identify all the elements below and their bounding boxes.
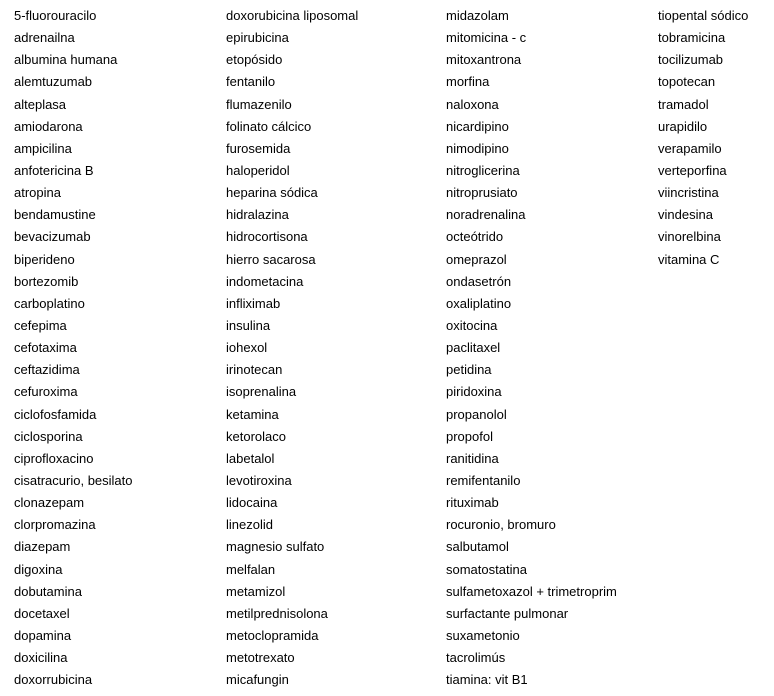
drug-item: folinato cálcico [226, 118, 312, 134]
drug-item: nimodipino [446, 140, 509, 156]
drug-item: 5-fluorouracilo [14, 8, 97, 23]
drug-item: propofol [446, 428, 493, 444]
drug-item: topotecan [658, 74, 716, 90]
drug-item: tobramicina [658, 30, 726, 46]
drug-item: carboplatino [14, 295, 85, 311]
drug-item: alteplasa [14, 96, 67, 112]
drug-item: midazolam [446, 8, 509, 23]
drug-item: somatostatina [446, 561, 527, 577]
drug-item: irinotecan [226, 362, 283, 378]
drug-item: vinorelbina [658, 229, 721, 245]
drug-item: dopamina [14, 627, 72, 643]
drug-item: atropina [14, 185, 61, 201]
drug-item: petidina [446, 362, 492, 378]
drug-item: furosemida [226, 140, 291, 156]
drug-item: cefuroxima [14, 384, 78, 400]
drug-item: omeprazol [446, 251, 507, 267]
drug-item: anfotericina B [14, 162, 94, 178]
drug-item: lidocaina [226, 495, 278, 511]
drug-item: alemtuzumab [14, 74, 93, 90]
drug-item: heparina sódica [226, 185, 318, 201]
drug-item: indometacina [226, 273, 304, 289]
drug-item: suxametonio [446, 627, 520, 643]
drug-item: doxorrubicina [14, 672, 93, 688]
drug-item: viincristina [658, 185, 719, 201]
drug-item: urapidilo [658, 118, 708, 134]
drug-item: tiopental sódico [658, 8, 749, 23]
drug-item: etopósido [226, 52, 283, 68]
drug-item: ciprofloxacino [14, 450, 94, 466]
drug-item: tocilizumab [658, 52, 724, 68]
drug-list [0, 6, 774, 696]
drug-item: mitomicina - c [446, 30, 527, 46]
drug-item: metilprednisolona [226, 605, 328, 621]
drug-item: digoxina [14, 561, 63, 577]
drug-item: naloxona [446, 96, 499, 112]
drug-item: verapamilo [658, 140, 722, 156]
drug-item: metamizol [226, 583, 286, 599]
drug-item: oxitocina [446, 317, 498, 333]
drug-item: rocuronio, bromuro [446, 517, 556, 533]
drug-item: vitamina C [658, 251, 720, 267]
drug-item: clonazepam [14, 495, 85, 511]
drug-item: morfina [446, 74, 490, 90]
drug-item: vindesina [658, 207, 713, 223]
drug-item: hidrocortisona [226, 229, 308, 245]
drug-item: mitoxantrona [446, 52, 522, 68]
drug-item: cefepima [14, 317, 67, 333]
drug-item: adrenailna [14, 30, 75, 46]
drug-item: nicardipino [446, 118, 509, 134]
drug-item: bendamustine [14, 207, 96, 223]
drug-item: verteporfina [658, 162, 727, 178]
drug-item: amiodarona [14, 118, 83, 134]
drug-item: hidralazina [226, 207, 289, 223]
drug-item: tramadol [658, 96, 709, 112]
drug-item: ciclosporina [14, 428, 83, 444]
drug-item: docetaxel [14, 605, 70, 621]
drug-item: hierro sacarosa [226, 251, 316, 267]
drug-item: metotrexato [226, 650, 295, 666]
drug-item: propanolol [446, 406, 507, 422]
drug-item: rituximab [446, 495, 499, 511]
drug-item: nitroprusiato [446, 185, 518, 201]
drug-item: clorpromazina [14, 517, 96, 533]
drug-item: paclitaxel [446, 340, 501, 356]
drug-item: noradrenalina [446, 207, 526, 223]
drug-item: piridoxina [446, 384, 502, 400]
drug-item: remifentanilo [446, 472, 521, 488]
drug-item: nitroglicerina [446, 162, 520, 178]
drug-item: haloperidol [226, 162, 290, 178]
drug-item: magnesio sulfato [226, 539, 325, 555]
drug-item: doxicilina [14, 650, 68, 666]
drug-item: levotiroxina [226, 472, 292, 488]
drug-item: bortezomib [14, 273, 79, 289]
drug-item: infliximab [226, 295, 281, 311]
drug-item: ranitidina [446, 450, 499, 466]
drug-item: metoclopramida [226, 627, 319, 643]
drug-item: surfactante pulmonar [446, 605, 569, 621]
drug-item: linezolid [226, 517, 273, 533]
drug-item: micafungin [226, 672, 289, 688]
drug-item: dobutamina [14, 583, 82, 599]
drug-column-1 [14, 6, 133, 692]
drug-item: insulina [226, 317, 271, 333]
drug-item: labetalol [226, 450, 275, 466]
drug-item: isoprenalina [226, 384, 297, 400]
drug-column-3 [446, 6, 617, 692]
drug-column-4 [658, 6, 748, 272]
drug-item: octeótrido [446, 229, 504, 245]
drug-item: salbutamol [446, 539, 509, 555]
drug-item: fentanilo [226, 74, 276, 90]
drug-item: bevacizumab [14, 229, 91, 245]
drug-item: ketamina [226, 406, 279, 422]
drug-item: ondasetrón [446, 273, 512, 289]
drug-item: ketorolaco [226, 428, 286, 444]
drug-item: doxorubicina liposomal [226, 8, 359, 23]
drug-item: iohexol [226, 340, 268, 356]
drug-item: melfalan [226, 561, 276, 577]
drug-item: flumazenilo [226, 96, 292, 112]
drug-item: ampicilina [14, 140, 72, 156]
drug-item: albumina humana [14, 52, 118, 68]
drug-item: ceftazidima [14, 362, 80, 378]
drug-item: ciclofosfamida [14, 406, 97, 422]
drug-item: cisatracurio, besilato [14, 472, 133, 488]
drug-item: diazepam [14, 539, 71, 555]
drug-column-2 [226, 6, 358, 692]
drug-item: cefotaxima [14, 340, 77, 356]
drug-item: tacrolimús [446, 650, 506, 666]
drug-item: tiamina: vit B1 [446, 672, 528, 688]
drug-item: sulfametoxazol + trimetroprim [446, 583, 617, 599]
drug-item: biperideno [14, 251, 75, 267]
drug-item: oxaliplatino [446, 295, 512, 311]
drug-item: epirubicina [226, 30, 289, 46]
